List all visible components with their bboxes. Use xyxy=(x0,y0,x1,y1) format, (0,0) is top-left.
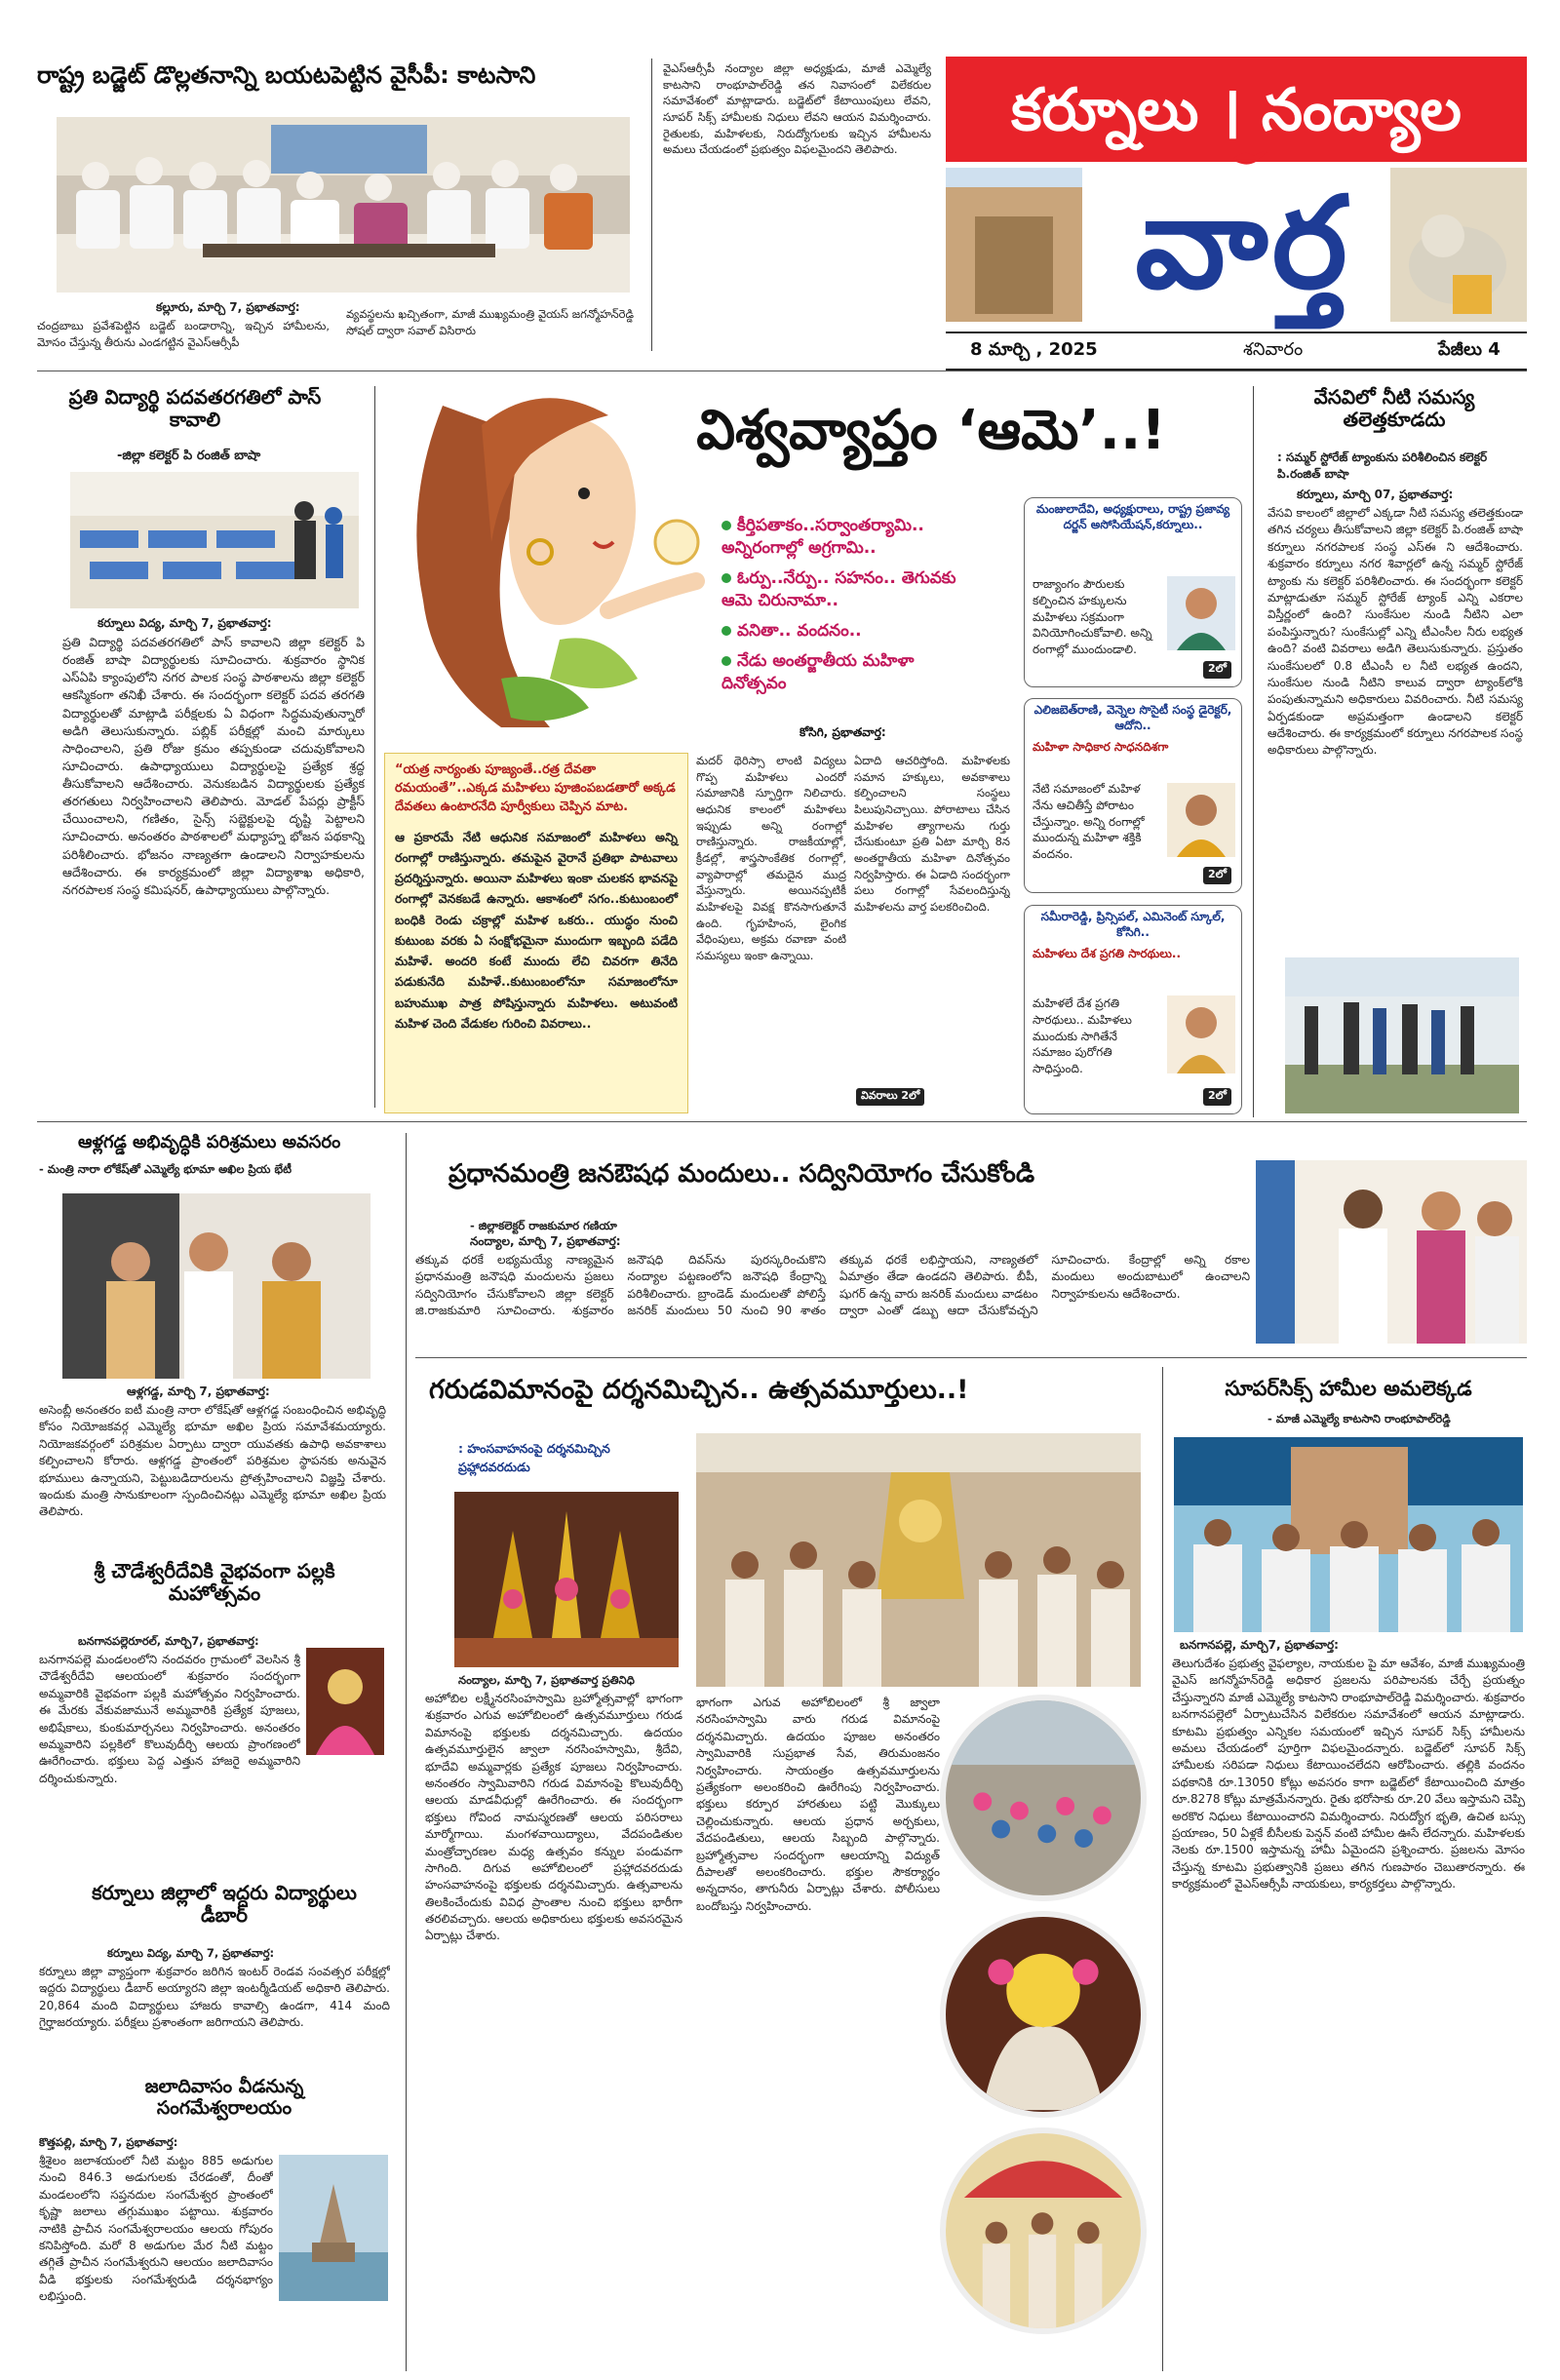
garuda-body-left: అహోబిల లక్ష్మీనరసింహస్వామి బ్రహ్మోత్సవాల్లో భాగంగా శుక్రవారం ఎగువ అహోబిలంలో ఉత్సవమూర్తులు గరుడ విమానంపై భక్తులకు దర్శనమిచ్చారు. ఉదయం ఉత్సవమూర్తులైన జ్వాలా నరసింహస్వామి, శ్రీదేవి, భూదేవి అమ్మవార్లకు ప్రత్యేక పూజలు నిర్వహించారు. అనంతరం స్వామివారిని గరుడ విమానంపై కొలువుదీర్చి ఆలయ మాడవీధుల్లో ఊరేగించారు. ఈ సందర్భంగా భక్తులు గోవింద నామస్మరణతో ఆలయ పరిసరాలు మార్మోగాయి. మంగళవాయిద్యాలు, వేదపండితుల మంత్రోచ్ఛారణల మధ్య ఉత్సవం కన్నుల పండువగా సాగింది. దిగువ అహోబిలంలో ప్రహ్లాదవరదుడు హంసవాహనంపై భక్తులకు దర్శనమిచ్చారు. ఉత్సవాలను తిలకించేందుకు వివిధ ప్రాంతాల నుంచి భక్తులు భారీగా తరలివచ్చారు. ఆలయ అధికారులు భక్తులకు అవసరమైన ఏర్పాట్లు చేశారు. xyxy=(425,1692,682,1943)
garuda-dateline: నంద్యాల, మార్చి 7, ప్రభాతవార్త ప్రతినిధి xyxy=(458,1673,635,1687)
sangameswaram-headline: జలాదివాసం వీడనున్న సంగమేశ్వరాలయం xyxy=(144,2076,304,2119)
budget-photo-caption: కల్లూరు, మార్చి 7, ప్రభాతవార్త: xyxy=(156,300,300,314)
sangameswaram-temple-photo xyxy=(279,2155,388,2301)
super-six-byline: - మాజీ ఎమ్మెల్యే కాటసాని రాంభూపాల్‌రెడ్డి xyxy=(1268,1412,1451,1425)
feature-body-right: ఏదాది ఆచరిస్తోంది. మహిళలకు సమాన హక్కులు, అవకాశాలు కల్పించాలని సంస్థలు పిలుపునిచ్చాయి. పోరాటాలు చేసిన మహిళల త్యాగాలను గుర్తు చేసుకుంటూ ప్రతి ఏటా మార్చి 8న అంతర్జాతీయ మహిళా దినోత్సవం నిర్వహిస్తారు. ఈ ఏడాది సందర్భంగా పలు రంగాల్లో సేవలందిస్తున్న మహిళలను వార్త పలకరించింది. xyxy=(854,754,1010,915)
jan-aushadhi-headline: ప్రధానమంత్రి జనఔషధ మందులు.. సద్వినియోగం చేసుకోండి xyxy=(448,1159,1035,1189)
jan-aushadhi-body: తక్కువ ధరకే లభ్యమయ్యే నాణ్యమైన ప్రధానమంత్రి జనౌషధి మందులను ప్రజలు సద్వినియోగం చేసుకోవాలని జిల్లా కలెక్టర్ జి.రాజకుమారి సూచించారు. శుక్రవారం జనౌషధి దివస్‌ను పురస్కరించుకొని నంద్యాల పట్టణంలోని జనౌషధి కేంద్రాన్ని పరిశీలించారు. బ్రాండెడ్ మందులతో పోలిస్తే జనరిక్ మందులు 50 నుంచి 90 శాతం తక్కువ ధరకే లభిస్తాయని, నాణ్యతలో ఏమాత్రం తేడా ఉండదని తెలిపారు. బీపీ, షుగర్ ఉన్న వారు జనరిక్ మందులు వాడటం ద్వారా ఎంతో డబ్బు ఆదా చేసుకోవచ్చని సూచించారు. కేంద్రాల్లో అన్ని రకాల మందులు అందుబాటులో ఉంచాలని నిర్వాహకులను ఆదేశించారు. xyxy=(415,1253,1250,1318)
feature-body-left: ఆ ప్రకారమే నేటి ఆధునిక సమాజంలో మహిళలు అన్ని రంగాల్లో రాణిస్తున్నారు. తమపైన వైరానే ప్రతిభా పాటవాలు ప్రదర్శిస్తున్నారు. అయినా మహిళలు ఇంకా చులకన భావనపై రంగాల్లో వెనకబడే ఉన్నారు. ఆకాశంలో సగం..కుటుంబంలో బంధికి రెండు చక్రాల్లో మహిళ ఒకరు.. యుద్ధం నుంచి కుటుంబ వరకు ఏ సంక్షోభమైనా ముందుగా ఇబ్బంది పడేది మహిళే. అందరి కంటే ముందు లేచి చివరగా తినేది పడుకునేది మహిళే..కుటుంబంలోనూ సమాజంలోనూ బహుముఖ పాత్ర పోషిస్తున్నారు మహిళలు. అటువంటి మహిళ చెంది వేడుకల గురించి వివరాలు.. xyxy=(395,829,678,1031)
sangameswaram-body: శ్రీశైలం జలాశయంలో నీటి మట్టం 885 అడుగుల నుంచి 846.3 అడుగులకు చేరడంతో, దీంతో మండలంలోని సప్తనదుల సంగమేశ్వర ప్రాంతంలో కృష్ణా జలాలు తగ్గుముఖం పట్టాయి. శుక్రవారం నాటికి ప్రాచీన సంగమేశ్వరాలయం ఆలయ గోపురం కనిపిస్తోంది. మరో 8 అడుగుల మేర నీటి మట్టం తగ్గితే ప్రాచీన సంగమేశ్వరుని ఆలయం జలాదివాసం వీడి భక్తులకు సంగమేశ్వరుడి దర్శనభాగ్యం లభిస్తుంది. xyxy=(39,2154,273,2304)
pallaki-headline: శ్రీ చౌడేశ్వరీదేవికి వైభవంగా పల్లకి మహోత్సవం xyxy=(94,1559,335,1605)
super-six-headline: సూపర్‌సిక్స్ హామీల అమలెక్కడ xyxy=(1225,1377,1472,1400)
feature-bullet-1: కీర్తిపతాకం..సర్వాంతర్యామి.. xyxy=(722,515,1034,537)
exams-body: ప్రతి విద్యార్థి పదవతరగతిలో పాస్ కావాలని జిల్లా కలెక్టర్ పి రంజిత్ బాషా విద్యార్థులకు సూచించారు. శుక్రవారం స్థానిక ఎస్ఏపి క్యాంపులోని నగర పాలక సంస్థ పాఠశాలను జిల్లా కలెక్టర్ ఆకస్మికంగా తనిఖీ చేశారు. ఈ సందర్భంగా కలెక్టర్ పదవ తరగతి విద్యార్థులతో మాట్లాడి పరీక్షలకు ఏ విధంగా సిద్ధమవుతున్నారో అడిగి తెలుసుకున్నారు. పబ్లిక్ పరీక్షల్లో మంచి మార్కులు సాధించాలని, ప్రతి రోజు క్రమం తప్పకుండా చదువుకోవాలని సూచించారు. ఉపాధ్యాయులు విద్యార్థులపై ప్రత్యేక శ్రద్ధ తీసుకోవాలని ఆదేశించారు. వెనుకబడిన విద్యార్థులకు ప్రత్యేక తరగతులు నిర్వహించాలని తెలిపారు. మోడల్ పేపర్లు ప్రాక్టీస్ చేయించాలని, గణితం, సైన్స్ సబ్జెక్టులపై దృష్టి పెట్టాలని సూచించారు. అనంతరం పాఠశాలలో మధ్యాహ్న భోజన పథకాన్ని పరిశీలించారు. భోజనం నాణ్యతగా ఉండాలని నిర్వాహకులను ఆదేశించారు. ఈ కార్యక్రమంలో జిల్లా విద్యాశాఖ అధికారి, నగరపాలక సంస్థ కమిషనర్, ఉపాధ్యాయులు పాల్గొన్నారు. xyxy=(62,635,365,897)
profile-2-subtitle: మహిళా సాధికార సాధనదిశగా xyxy=(1033,740,1169,755)
umbrella-round-photo-3 xyxy=(940,2127,1147,2334)
water-tank-photo xyxy=(1285,957,1519,1113)
profile-3-cont: 2లో xyxy=(1203,1088,1231,1106)
feature-women-headline: విశ్వవ్యాప్తం ‘ఆమె’..! xyxy=(696,399,1166,462)
dove-icon xyxy=(1230,146,1269,170)
issue-weekday: శనివారం xyxy=(1243,339,1304,360)
allagadda-headline: ఆళ్లగడ్డ అభివృద్ధికి పరిశ్రమలు అవసరం xyxy=(78,1132,341,1152)
pallaki-dateline: బనగానపల్లెరూరల్, మార్చి7, ప్రభాతవార్త: xyxy=(78,1634,259,1648)
feature-bullet-7: దినోత్సవం xyxy=(722,673,787,693)
water-headline: వేసవిలో నీటి సమస్య తలెత్తకూడదు xyxy=(1313,385,1475,431)
budget-press-meet-photo xyxy=(57,117,630,293)
students-dateline: కర్నూలు విద్య, మార్చి 7, ప్రభాతవార్త: xyxy=(107,1946,275,1960)
super-six-press-photo xyxy=(1174,1437,1523,1632)
feature-quote: “యత్ర నార్యంతు పూజ్యంతే..రత్ర దేవతా రమయంతే”..ఎక్కడ మహిళలు పూజింపబడతారో అక్కడ దేవతలు ఉంటారనేది పూర్వీకులు చెప్పిన మాట. xyxy=(395,762,676,814)
masthead-district-title: కర్నూలు । నంద్యాల xyxy=(1011,76,1462,144)
exams-classroom-photo xyxy=(70,472,359,608)
budget-body-left: చంద్రబాబు ప్రవేశపెట్టిన బడ్జెట్ బండారాన్ని, ఇచ్చిన హామీలను, మోసం చేస్తున్న తీరును ఎండగట్టిన వైఎస్ఆర్సీపీ xyxy=(37,319,330,349)
jan-aushadhi-photo xyxy=(1256,1160,1527,1344)
feature-bullet-4: ఆమె చిరునామా.. xyxy=(722,590,838,610)
feature-bullet-5: వనితా.. వందనం.. xyxy=(722,620,1034,643)
budget-body-mid: వ్యవస్థలను ఖచ్చితంగా, మాజీ ముఖ్యమంత్రి వైయస్ జగన్మోహన్‌రెడ్డి సోషల్ ద్వారా సవాల్ విసిరారు xyxy=(346,307,634,337)
feature-bullet-6: నేడు అంతర్జాతీయ మహిళా xyxy=(722,650,1034,673)
devotees-round-photo-1 xyxy=(940,1695,1147,1901)
profile-3-photo xyxy=(1167,995,1235,1073)
feature-bullets xyxy=(722,515,1034,695)
issue-date: 8 మార్చి , 2025 xyxy=(970,339,1098,360)
exams-dateline: కర్నూలు విద్య, మార్చి 7, ప్రభాతవార్త: xyxy=(98,616,272,630)
exams-headline: ప్రతి విద్యార్థి పదవతరగతిలో పాస్ కావాలి xyxy=(68,385,322,431)
allagadda-dateline: ఆళ్లగడ్డ, మార్చి 7, ప్రభాతవార్త: xyxy=(127,1385,270,1398)
students-headline: కర్నూలు జిల్లాలో ఇద్దరు విద్యార్థులు డీబార్ xyxy=(92,1881,357,1927)
budget-headline: రాష్ట్ర బడ్జెట్ డొల్లతనాన్ని బయటపెట్టిన వైసీపీ: కాటసాని xyxy=(37,61,536,89)
profile-2-text: నేటి సమాజంలో మహిళ నేను ఆచితీస్తే పోరాటం చేస్తున్నాం. అన్ని రంగాల్లో ముందున్న మహిళా శక్తికి వందనం. xyxy=(1033,782,1145,862)
profile-card-3 xyxy=(1024,905,1242,1114)
budget-body-right: వైఎస్ఆర్సీపీ నంద్యాల జిల్లా అధ్యక్షుడు, మాజీ ఎమ్మెల్యే కాటసాని రాంభూపాల్‌రెడ్డి తన నివాసంలో విలేకరుల సమావేశంలో మాట్లాడారు. బడ్జెట్‌లో కేటాయింపులు లేవని, సూపర్ సిక్స్ హామీలకు నిధులు లేవని ఆయన విమర్శించారు. రైతులకు, మహిళలకు, నిరుద్యోగులకు ఇచ్చిన హామీలను అమలు చేయడంలో ప్రభుత్వం విఫలమైందని తెలిపారు. xyxy=(663,61,931,157)
water-dateline: కర్నూలు, మార్చి 07, ప్రభాతవార్త: xyxy=(1297,488,1454,501)
profile-3-title: సమీరారెడ్డి, ప్రిన్సిపల్, ఎమినెంట్ స్కూల్, కోసిగి.. xyxy=(1040,910,1226,939)
sangameswaram-dateline: కొత్తపల్లి, మార్చి 7, ప్రభాతవార్త: xyxy=(39,2135,178,2149)
garuda-headline: గరుడవిమానంపై దర్శనమిచ్చిన.. ఉత్సవమూర్తులు..! xyxy=(429,1375,969,1405)
profile-card-2 xyxy=(1024,698,1242,893)
profile-1-cont: 2లో xyxy=(1203,661,1231,679)
pallaki-deity-photo xyxy=(306,1648,384,1755)
feature-bullet-3: ఓర్పు..నేర్పు.. సహనం.. తెగువకు xyxy=(722,567,1034,590)
deity-round-photo-2 xyxy=(940,1911,1147,2118)
water-body: వేసవి కాలంలో జిల్లాలో ఎక్కడా నీటి సమస్య తలెత్తకుండా తగిన చర్యలు తీసుకోవాలని జిల్లా కలెక్టర్ పి.రంజిత్ బాషా కర్నూలు నగరపాలక సంస్థ ఎస్ఈ ని ఆదేశించారు. శుక్రవారం కర్నూలు నగర శివార్లలో ఉన్న సమ్మర్ స్టోరేజ్ ట్యాంకు ను కలెక్టర్ పరిశీలించారు. ఈ సందర్భంగా కలెక్టర్ మాట్లాడుతూ సమ్మర్ స్టోరేజ్ ట్యాంక్ ఎన్ని ఎకరాల విస్తీర్ణంలో ఉంది? సుంకేసుల నుండి నీటిని ఎలా పంపిస్తున్నారు? సుంకేసుల్లో ఎన్ని టీఎంసీల నీరు లభ్యత ఉంది? వంటి వివరాలు అడిగి తెలుసుకున్నారు. ప్రస్తుతం సుంకేసులలో 0.8 టీఎంసీ ల నీటి లభ్యత ఉందని, సుంకేసుల నుండి నీటిని కాలువ ద్వారా ట్యాంక్‌లోకి పంపుతున్నామని అధికారులు వివరించారు. నీటి సమస్య ఏర్పడకుండా అప్రమత్తంగా ఉండాలని కలెక్టర్ ఆదేశించారు. ఈ కార్యక్రమంలో కర్నూలు నగరపాలక సంస్థ అధికారులు పాల్గొన్నారు. xyxy=(1268,506,1523,758)
feature-reporter: కోసిగి, ప్రభాతవార్త: xyxy=(800,725,886,739)
page-number: పేజీలు 4 xyxy=(1438,339,1501,360)
profile-1-text: రాజ్యాంగం పౌరులకు కల్పించిన హక్కులను మహిళలు సక్రమంగా వినియోగించుకోవాలి. అన్ని రంగాల్లో ముందుండాలి. xyxy=(1033,577,1152,657)
profile-2-title: ఎలిజబెత్‌రాణి, వెన్నెల సొసైటీ సంస్థ డైరెక్టర్, ఆదోని.. xyxy=(1034,703,1232,732)
feature-quote-box xyxy=(384,753,688,1113)
super-six-dateline: బనగానపల్లె, మార్చి7, ప్రభాతవార్త: xyxy=(1180,1638,1339,1652)
jan-aushadhi-byline: - జిల్లాకలెక్టర్ రాజకుమార గణియా xyxy=(470,1219,617,1232)
pallaki-body: బనగానపల్లె మండలంలోని నందవరం గ్రామంలో వెలసిన శ్రీ చౌడేశ్వరీదేవి ఆలయంలో శుక్రవారం సందర్భంగా అమ్మవారికి వైభవంగా పల్లకి మహోత్సవం నిర్వహించారు. ఈ మేరకు వేకువజామునే అమ్మవారికి ప్రత్యేక పూజలు, అభిషేకాలు, కుంకుమార్చనలు నిర్వహించారు. అనంతరం అమ్మవారిని పల్లకిలో కొలువుదీర్చి ఆలయ ప్రాంగణంలో ఊరేగించారు. భక్తులు పెద్ద ఎత్తున హాజరై అమ్మవారిని దర్శించుకున్నారు. xyxy=(39,1653,300,1785)
profile-3-subtitle: మహిళలు దేశ ప్రగతి సారథులు.. xyxy=(1033,947,1182,961)
garuda-procession-photo xyxy=(696,1433,1141,1687)
hamsa-vahanam-photo xyxy=(454,1492,679,1667)
allagadda-meeting-photo xyxy=(62,1193,370,1379)
allagadda-body: అసెంబ్లీ అనంతరం ఐటీ మంత్రి నారా లోకేష్‌తో ఆళ్లగడ్డ సంబంధించిన అభివృద్ధి కోసం నియోజకవర్గ ఎమ్మెల్యే భూమా అఖిల ప్రియ సమావేశమయ్యారు. నియోజకవర్గంలో పరిశ్రమల ఏర్పాటు ద్వారా యువతకు ఉపాధి అవకాశాలు కల్పించాలని కోరారు. ఆళ్లగడ్డ ప్రాంతంలో పరిశ్రమల స్థాపనకు అనువైన భూములు ఉన్నాయని, పెట్టుబడిదారులను ప్రోత్సహించాలని విజ్ఞప్తి చేశారు. ఇందుకు మంత్రి సానుకూలంగా స్పందించినట్లు ఎమ్మెల్యే భూమా అఖిల ప్రియ తెలిపారు. xyxy=(39,1403,386,1519)
exams-byline: -జిల్లా కలెక్టర్ పి రంజిత్ బాషా xyxy=(117,449,261,463)
profile-3-text: మహిళలే దేశ ప్రగతి సారథులు.. మహిళలు ముందుకు సాగితేనే సమాజం పురోగతి సాధిస్తుంది. xyxy=(1033,996,1132,1076)
garuda-subhead: : హంసవాహనంపై దర్శనమిచ్చిన ప్రహ్లాదవరదుడు xyxy=(458,1441,610,1474)
water-byline: : సమ్మర్ స్టోరేజ్ ట్యాంకును పరిశీలించిన కలెక్టర్ పి.రంజిత్ బాషా xyxy=(1277,450,1488,481)
feature-body-mid: మదర్ థెరిస్సా లాంటి విద్యలు గొప్ప మహిళలు ఎందరో సమాజానికి స్ఫూర్తిగా నిలిచారు. ఆధునిక కాలంలో మహిళలు ఇప్పుడు అన్ని రంగాల్లో రాణిస్తున్నారు. రాజకీయాల్లో, క్రీడల్లో, శాస్త్రసాంకేతిక రంగాల్లో, వ్యాపారాల్లో తమదైన ముద్ర వేస్తున్నారు. అయినప్పటికీ మహిళలపై వివక్ష కొనసాగుతూనే ఉంది. గృహహింస, లైంగిక వేధింపులు, అక్రమ రవాణా వంటి సమస్యలు ఇంకా ఉన్నాయి. xyxy=(696,754,846,963)
students-body: కర్నూలు జిల్లా వ్యాప్తంగా శుక్రవారం జరిగిన ఇంటర్ రెండవ సంవత్సర పరీక్షల్లో ఇద్దరు విద్యార్థులు డీబార్ అయ్యారని జిల్లా ఇంటర్మీడియట్ అధికారి తెలిపారు. 20,864 మంది విద్యార్థులు హాజరు కావాల్సి ఉండగా, 414 మంది గైర్హాజరయ్యారు. పరీక్షలు ప్రశాంతంగా జరిగాయని తెలిపారు. xyxy=(39,1965,390,2030)
allagadda-byline: - మంత్రి నారా లోకేష్‌తో ఎమ్మెల్యే భూమా అఖిల ప్రియ భేటీ xyxy=(39,1162,292,1176)
profile-2-photo xyxy=(1167,783,1235,857)
profile-card-1 xyxy=(1024,497,1242,687)
masthead-paper-name: వార్త xyxy=(1135,169,1351,317)
jan-aushadhi-dateline: నంద్యాల, మార్చి 7, ప్రభాతవార్త: xyxy=(470,1234,621,1248)
profile-1-photo xyxy=(1167,576,1235,650)
feature-continued-badge: వివరాలు 2లో xyxy=(856,1084,924,1106)
feature-bullet-2: అన్నిరంగాల్లో అగ్రగామి.. xyxy=(722,537,877,558)
super-six-body: తెలుగుదేశం ప్రభుత్వ వైఫల్యాల, నాయకుల పై మా ఆవేశం, మాజీ ముఖ్యమంత్రి వైఎస్ జగన్మోహన్‌రెడ్డి అధికార ప్రజలను పరిపాలనకు చేర్చే ప్రయత్నం చేస్తున్నారని మాజీ ఎమ్మెల్యే కాటసాని రాంభూపాల్‌రెడ్డి విమర్శించారు. శుక్రవారం బనగానపల్లెలో ఏర్పాటుచేసిన విలేకరుల సమావేశంలో ఆయన మాట్లాడారు. కూటమి ప్రభుత్వం ఎన్నికల సమయంలో ఇచ్చిన సూపర్ సిక్స్ హామీలను అమలు చేయడంలో పూర్తిగా విఫలమైందన్నారు. బడ్జెట్‌లో సూపర్ సిక్స్ హామీలకు సరిపడా నిధులు కేటాయించలేదని ఆరోపించారు. తల్లికి వందనం పథకానికి రూ.13050 కోట్లు అవసరం కాగా బడ్జెట్‌లో కేటాయించింది మాత్రం రూ.8278 కోట్లు మాత్రమేనన్నారు. రైతు భరోసాకు రూ.20 వేలు ఇస్తామని చెప్పి అరకొర నిధులు కేటాయించారని విమర్శించారు. నిరుద్యోగ భృతి, ఉచిత బస్సు ప్రయాణం, 50 ఏళ్లకే బీసీలకు పెన్షన్ వంటి హామీల ఊసే లేదన్నారు. మహిళలకు నెలకు రూ.1500 ఇస్తామన్న హామీ ఏమైందని ప్రశ్నించారు. ప్రజలను మోసం చేస్తున్న కూటమి ప్రభుత్వానికి ప్రజలు తగిన గుణపాఠం చెబుతారన్నారు. ఈ కార్యక్రమంలో వైఎస్ఆర్సీపీ నాయకులు, కార్యకర్తలు పాల్గొన్నారు. xyxy=(1172,1657,1525,1892)
profile-2-cont: 2లో xyxy=(1203,867,1231,884)
profile-1-title: మంజులాదేవి, అధ్యక్షురాలు, రాష్ట్ర ప్రజావ్య దర్జన్ అసోసియేషన్,కర్నూలు.. xyxy=(1035,502,1230,531)
garuda-body-right: భాగంగా ఎగువ అహోబిలంలో శ్రీ జ్వాలా నరసింహస్వామి వారు గరుడ విమానంపై దర్శనమిచ్చారు. ఉదయం పూజల అనంతరం స్వామివారికి సుప్రభాత సేవ, తిరుమంజనం నిర్వహించారు. సాయంత్రం ఉత్సవమూర్తులను ప్రత్యేకంగా అలంకరించి ఊరేగింపు నిర్వహించారు. భక్తులు కర్పూర హారతులు పట్టి మొక్కులు చెల్లించుకున్నారు. ఆలయ ప్రధాన అర్చకులు, వేదపండితులు, ఆలయ సిబ్బంది పాల్గొన్నారు. బ్రహ్మోత్సవాల సందర్భంగా ఆలయాన్ని విద్యుత్ దీపాలతో అలంకరించారు. భక్తుల సౌకర్యార్థం అన్నదానం, తాగునీరు ఏర్పాట్లు చేశారు. పోలీసులు బందోబస్తు నిర్వహించారు. xyxy=(696,1696,940,1913)
